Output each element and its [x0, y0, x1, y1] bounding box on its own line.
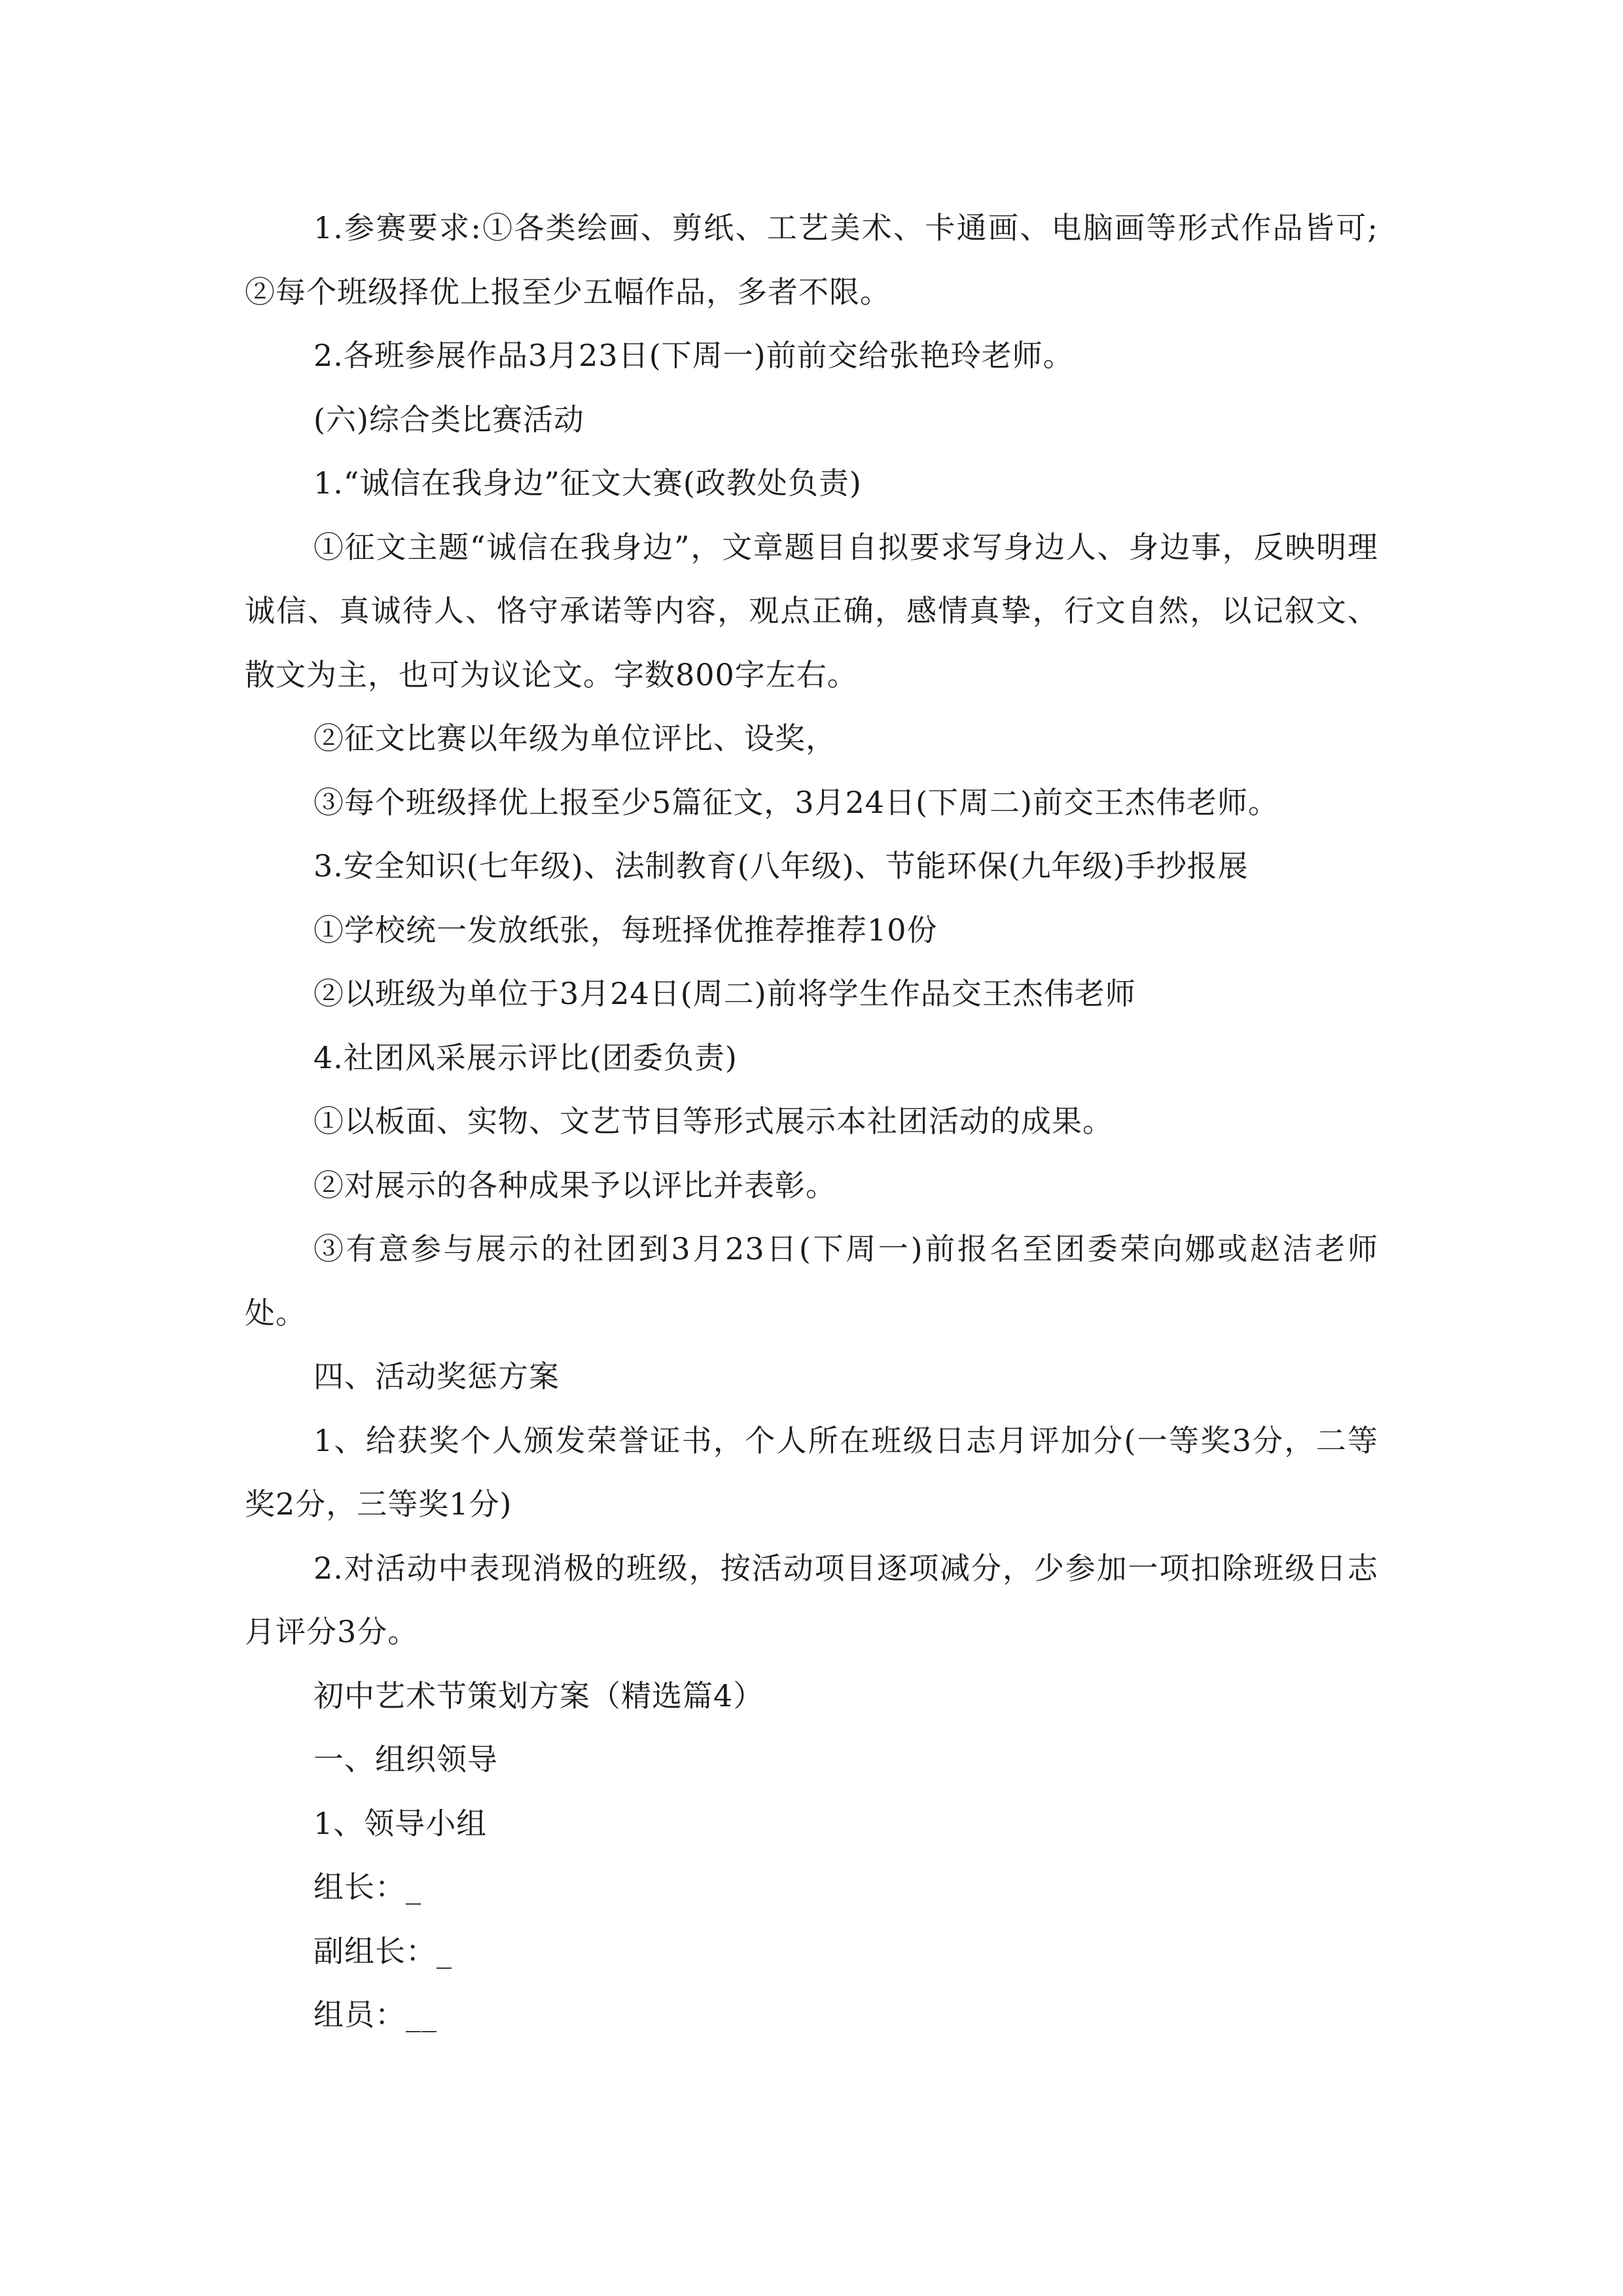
paragraph-club-showcase: 4.社团风采展示评比(团委负责) [313, 1039, 738, 1075]
paragraph-handwritten-newspaper: 3.安全知识(七年级)、法制教育(八年级)、节能环保(九年级)手抄报展 [313, 848, 1249, 884]
section-heading-rewards: 四、活动奖惩方案 [313, 1359, 560, 1394]
paragraph-club-awards: ②对展示的各种成果予以评比并表彰。 [313, 1167, 836, 1203]
paragraph-newspaper-submission: ②以班级为单位于3月24日(周二)前将学生作品交王杰伟老师 [313, 976, 1136, 1011]
section-heading-organization: 一、组织领导 [313, 1742, 498, 1777]
paragraph-reward-points: 1、给获奖个人颁发荣誉证书，个人所在班级日志月评加分(一等奖3分，二等奖2分，三等奖1分) [245, 1422, 1378, 1522]
paragraph-essay-grading: ②征文比赛以年级为单位评比、设奖， [313, 721, 836, 756]
paragraph-club-registration: ③有意参与展示的社团到3月23日(下周一)前报名至团委荣向娜或赵洁老师处。 [245, 1231, 1378, 1331]
document-body [245, 196, 1378, 2047]
paragraph-deputy-leader: 副组长：_ [313, 1933, 452, 1969]
paragraph-penalty-points: 2.对活动中表现消极的班级，按活动项目逐项减分，少参加一项扣除班级日志月评分3分。 [245, 1550, 1378, 1649]
paragraph-essay-theme: ①征文主题“诚信在我身边”，文章题目自拟要求写身边人、身边事，反映明理诚信、真诚待人、恪守承诺等内容，观点正确，感情真挚，行文自然，以记叙文、散文为主，也可为议论文。字数800字左右。 [245, 529, 1378, 692]
section-heading-comprehensive-contests: (六)综合类比赛活动 [313, 401, 584, 437]
paragraph-group-members: 组员：__ [313, 1997, 437, 2032]
paragraph-leadership-group: 1、领导小组 [313, 1805, 488, 1841]
paragraph-submission-deadline: 2.各班参展作品3月23日(下周一)前前交给张艳玲老师。 [313, 338, 1074, 373]
paragraph-paper-distribution: ①学校统一发放纸张，每班择优推荐推荐10份 [313, 912, 938, 948]
heading-plan-4: 初中艺术节策划方案（精选篇4） [313, 1677, 764, 1713]
paragraph-club-display-forms: ①以板面、实物、文艺节目等形式展示本社团活动的成果。 [313, 1103, 1113, 1139]
paragraph-group-leader: 组长：_ [313, 1869, 421, 1905]
paragraph-entry-requirements: 1.参赛要求:①各类绘画、剪纸、工艺美术、卡通画、电脑画等形式作品皆可;②每个班级择优上报至少五幅作品，多者不限。 [245, 210, 1378, 310]
paragraph-essay-contest-title: 1.“诚信在我身边”征文大赛(政教处负责) [313, 465, 862, 501]
paragraph-essay-submission: ③每个班级择优上报至少5篇征文，3月24日(下周二)前交王杰伟老师。 [313, 784, 1279, 820]
